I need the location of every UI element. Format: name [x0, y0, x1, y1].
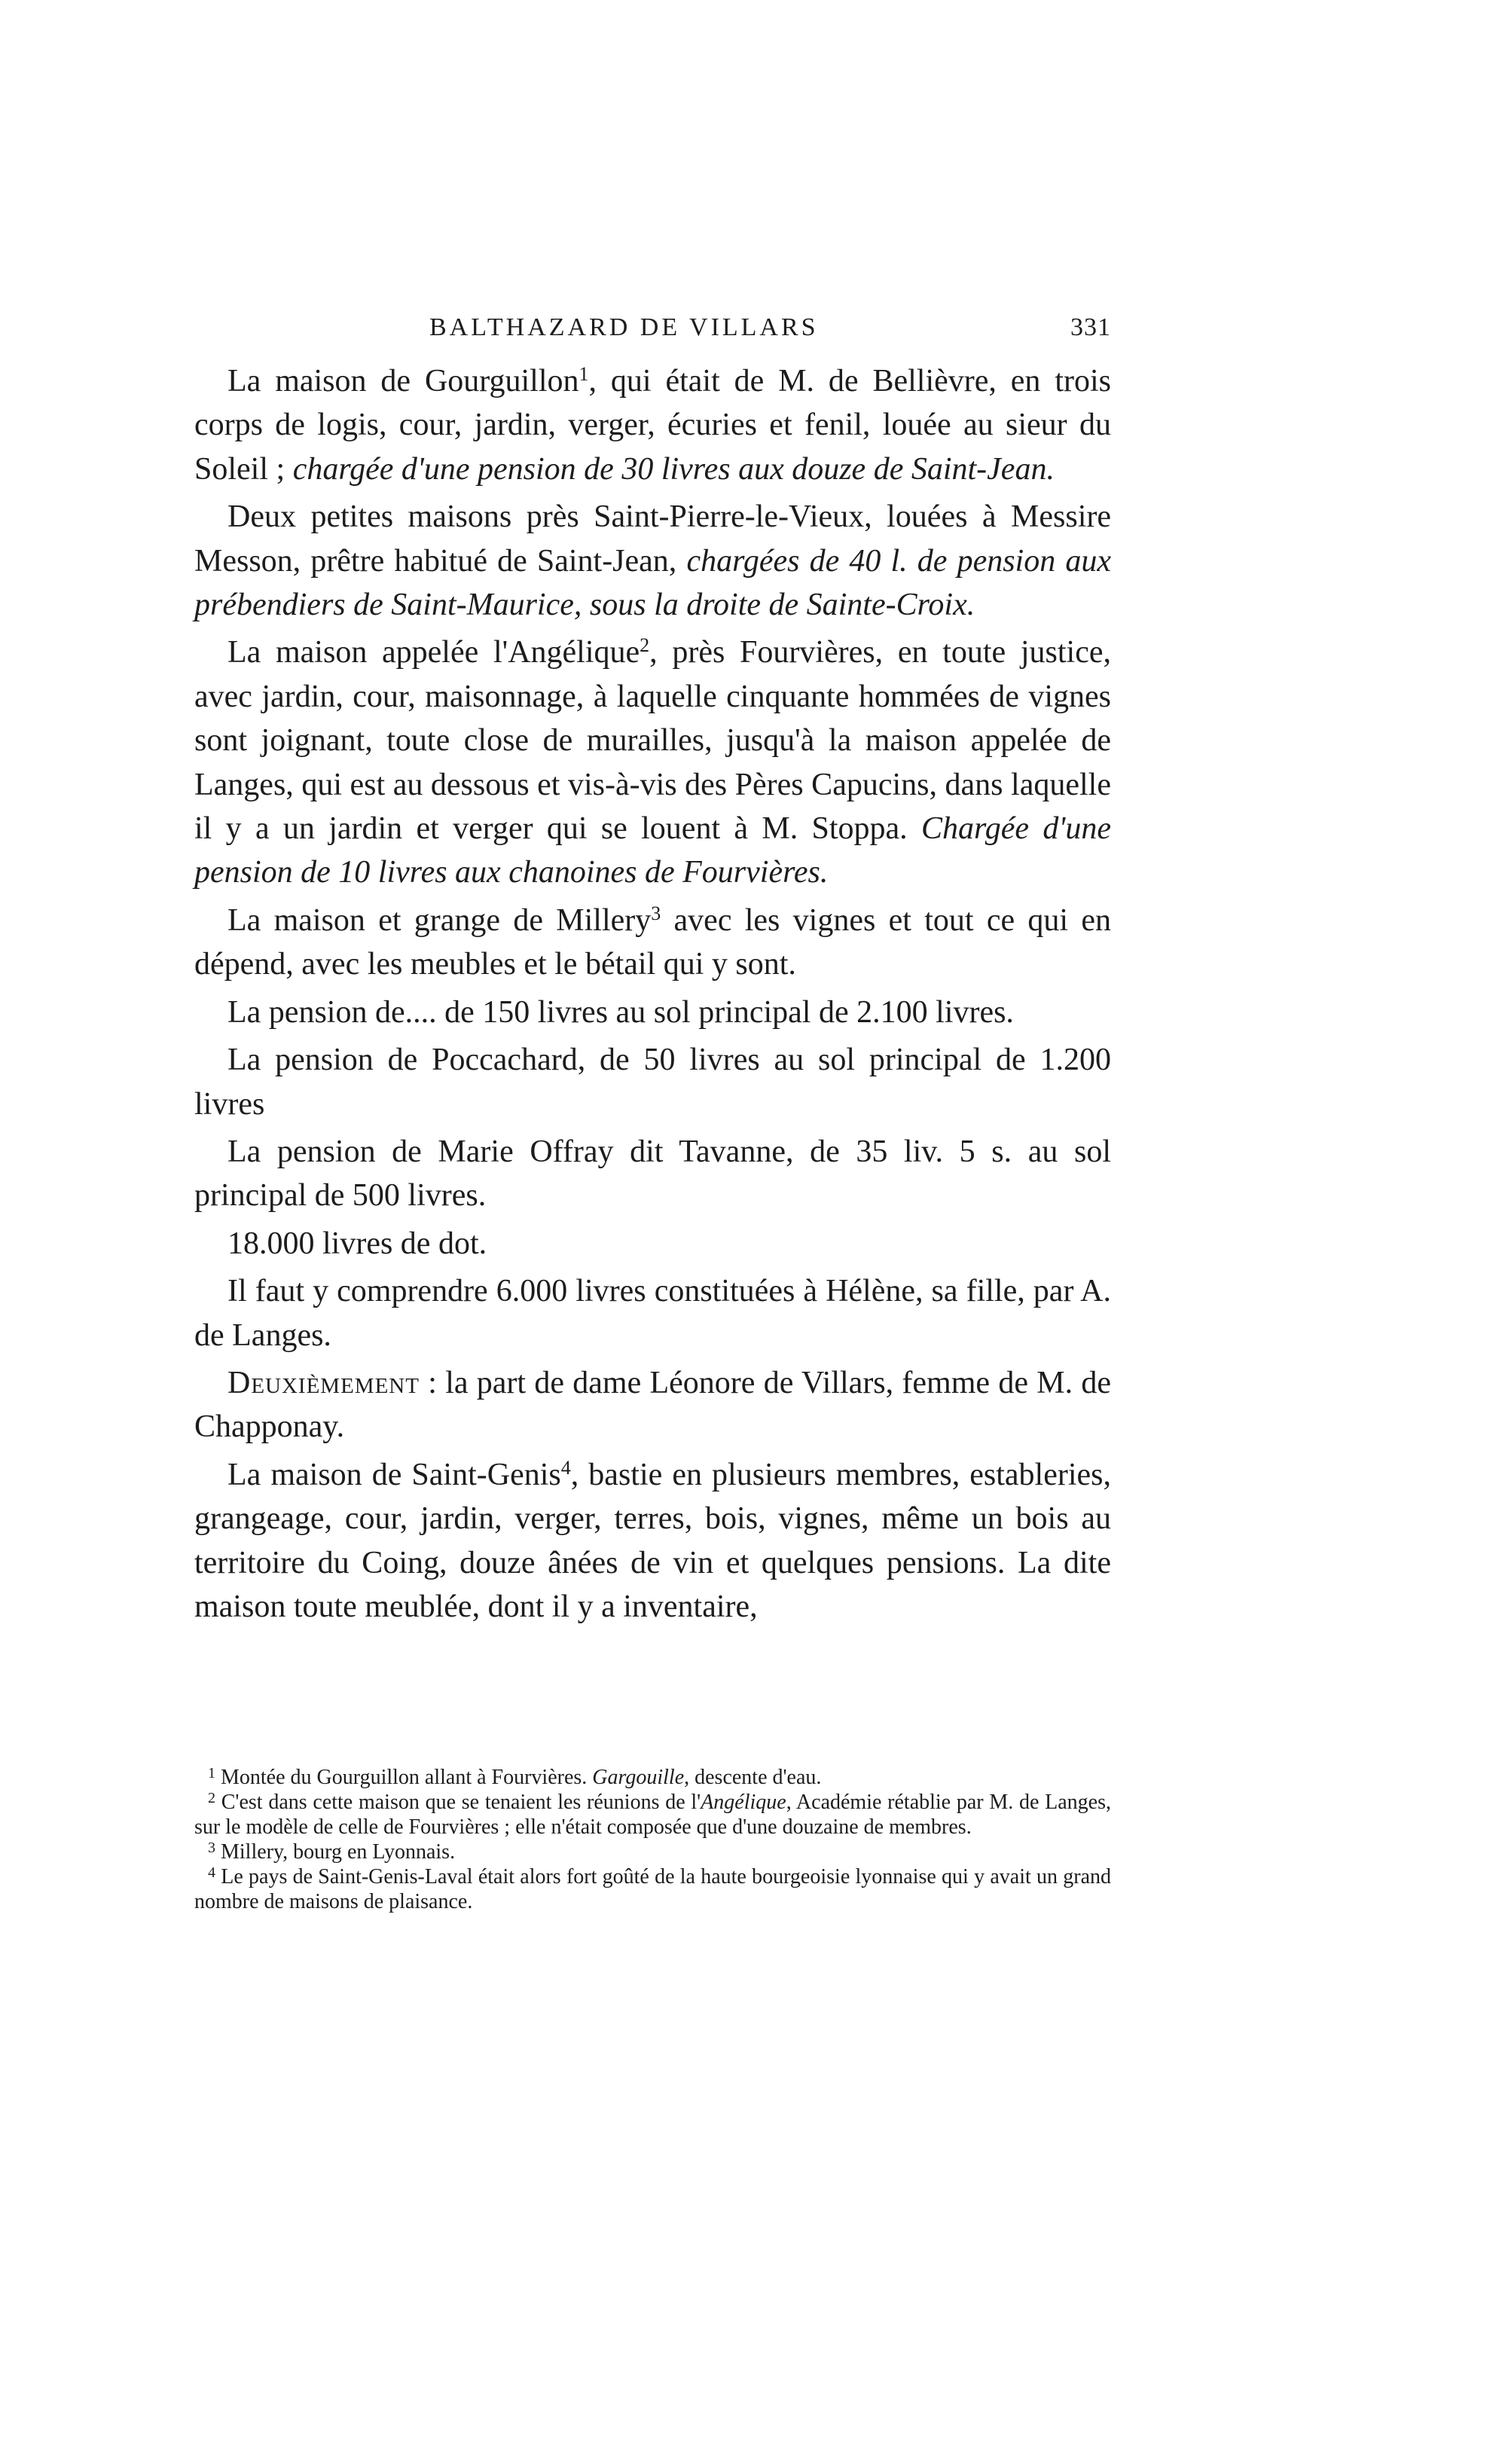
footnote-italic: Gargouille [592, 1766, 685, 1789]
footnote-text: , Académie rétablie par M. de Langes, sur le modèle de celle de Fourvières ; elle n'était composée que d'une douzaine de membres. [194, 1791, 1112, 1839]
footnote-3 [194, 1840, 1111, 1864]
running-header [429, 309, 1111, 354]
footnote-number: 3 [208, 1840, 215, 1856]
paragraph-pension-offray: La pension de Marie Offray dit Tavanne, de 35 liv. 5 s. au sol principal de 500 livres. [194, 1134, 1111, 1214]
paragraph-pension-150: La pension de.... de 150 livres au sol principal de 2.100 livres. [227, 994, 1014, 1030]
paragraph-gourguillon [194, 359, 1111, 491]
paragraph-saint-genis [194, 1453, 1111, 1629]
paragraph-italic: chargées de 40 l. de pension aux prébendiers de Saint-Maurice, sous la droite de Sainte-Croix. [194, 543, 1111, 623]
footnote-ref-4: 4 [560, 1456, 571, 1479]
paragraph-text: : la part de dame Léonore de Villars, femme de M. de Chapponay. [194, 1365, 1111, 1445]
paragraph-deuxiemement [194, 1361, 1111, 1449]
paragraph-text: , qui était de M. de Bellièvre, en trois corps de logis, cour, jardin, verger, écuries et fenil, louée au sieur du Soleil ; [194, 364, 1111, 487]
main-text [194, 359, 1111, 1629]
footnote-text: Le pays de Saint-Genis-Laval était alors fort goûté de la haute bourgeoisie lyonnaise qui y avait un grand nombre de maisons de plaisance. [194, 1865, 1112, 1913]
footnote-number: 2 [208, 1790, 215, 1806]
paragraph-text: La maison appelée l'Angélique [227, 635, 640, 670]
paragraph-angelique [194, 631, 1111, 894]
paragraph-dot: 18.000 livres de dot. [227, 1226, 487, 1261]
footnote-4 [194, 1864, 1111, 1914]
footnote-ref-2: 2 [640, 634, 650, 657]
paragraph-text: , près Fourvières, en toute justice, avec jardin, cour, maisonnage, à laquelle cinquante hommées de vignes sont joignant, toute close de murailles, jusqu'à la maison appelée de Langes, qui est au dessous et vis-à-vis des Pères Capucins, dans laquelle il y a un jardin et verger qui se louent à M. Stoppa. [194, 635, 1112, 847]
footnote-number: 4 [208, 1864, 215, 1881]
footnote-text: Millery, bourg en Lyonnais. [221, 1840, 456, 1864]
footnote-text: Montée du Gourguillon allant à Fourvières. [221, 1766, 593, 1789]
footnote-ref-1: 1 [579, 363, 589, 385]
paragraph-text: La maison de Gourguillon [227, 364, 579, 398]
section-marker: Deuxièmement [227, 1365, 420, 1400]
footnote-text: C'est dans cette maison que se tenaient les réunions de l' [221, 1791, 701, 1814]
paragraph-text: La maison de Saint-Genis [227, 1457, 561, 1492]
paragraph-text: La maison et grange de Millery [227, 902, 652, 938]
footnote-2 [194, 1790, 1111, 1840]
page-number: 331 [1070, 313, 1111, 341]
paragraph-text: , bastie en plusieurs membres, estableries, grangeage, cour, jardin, verger, terres, bois, vignes, même un bois au territoire du Coing, douze ânées de vin et quelques pensions. La dite maison toute meublée, dont il y a inventaire, [194, 1457, 1111, 1624]
footnotes [194, 1765, 1111, 1914]
paragraph-text: Deux petites maisons près Saint-Pierre-le-Vieux, louées à Messire Messon, prêtre habitué de Saint-Jean, [194, 499, 1111, 579]
paragraph-italic: chargée d'une pension de 30 livres aux douze de Saint-Jean. [292, 451, 1055, 487]
paragraph-pension-poccachard: La pension de Poccachard, de 50 livres au sol principal de 1.200 livres [194, 1043, 1111, 1122]
running-title: BALTHAZARD DE VILLARS [429, 313, 819, 341]
paragraph-italic: Chargée d'une pension de 10 livres aux chanoines de Fourvières. [194, 811, 1111, 890]
footnote-number: 1 [208, 1765, 215, 1782]
footnote-ref-3: 3 [651, 902, 661, 924]
footnote-italic: Angélique [701, 1791, 786, 1814]
paragraph-millery [194, 899, 1111, 987]
paragraph-text: avec les vignes et tout ce qui en dépend, avec les meubles et le bétail qui y sont. [194, 902, 1111, 982]
paragraph-saint-pierre [194, 495, 1111, 627]
paragraph-helene: Il faut y comprendre 6.000 livres constituées à Hélène, sa fille, par A. de Langes. [194, 1274, 1111, 1353]
footnote-text: , descente d'eau. [684, 1766, 822, 1789]
footnote-1 [194, 1765, 1111, 1790]
